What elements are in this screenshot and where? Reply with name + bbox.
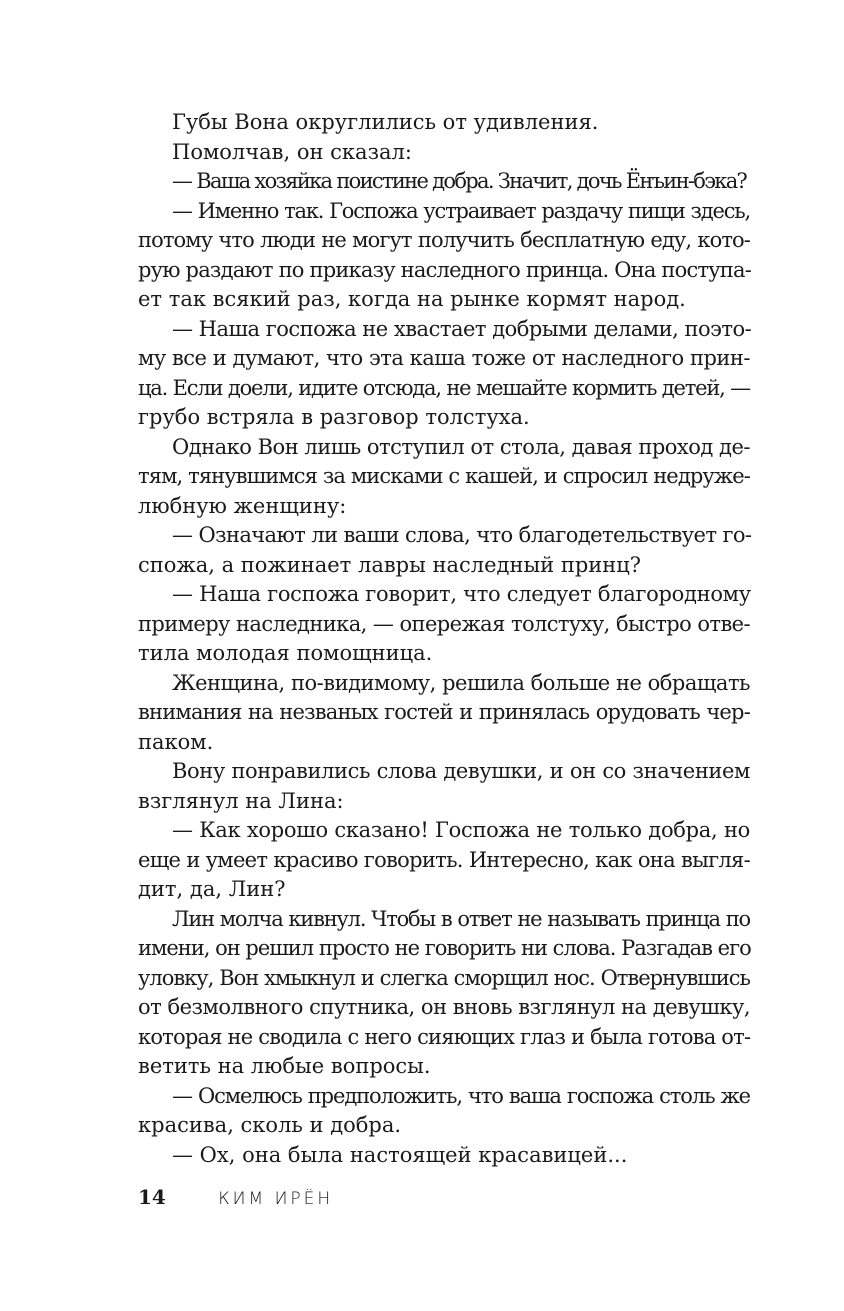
text-line: рую раздают по приказу наследного принца. Она поступа- bbox=[138, 257, 752, 282]
text-line: Однако Вон лишь отступил от стола, давая проход де- bbox=[172, 434, 750, 459]
text-line: тила молодая помощница. bbox=[138, 641, 433, 665]
text-line: Женщина, по-видимому, решила больше не обращать bbox=[172, 670, 750, 695]
page-number: 14 bbox=[138, 1185, 166, 1209]
text-line: ца. Если доели, идите отсюда, не мешайте кормить детей, — bbox=[138, 375, 750, 400]
text-line: Губы Вона округлились от удивления. bbox=[172, 110, 599, 134]
text-line: грубо встряла в разговор толстуха. bbox=[138, 405, 530, 429]
text-line: Помолчав, он сказал: bbox=[172, 139, 412, 164]
author-name: КИМ ИРЁН bbox=[218, 1189, 334, 1209]
text-line: спожа, а пожинает лавры наследный принц? bbox=[138, 552, 642, 577]
text-line: тям, тянувшимся за мисками с кашей, и спросил недруже- bbox=[138, 464, 750, 488]
text-line: — Осмелюсь предположить, что ваша госпожа столь же bbox=[172, 1083, 750, 1108]
text-line: потому что люди не могут получить бесплатную еду, кото- bbox=[138, 228, 750, 252]
text-line: ветить на любые вопросы. bbox=[138, 1054, 431, 1078]
text-line: внимания на незваных гостей и принялась орудовать чер- bbox=[138, 700, 750, 724]
page-footer bbox=[138, 1182, 333, 1212]
text-line: — Означают ли ваши слова, что благодетельствует го- bbox=[172, 523, 752, 547]
text-line: Лин молча кивнул. Чтобы в ответ не называть принца по bbox=[172, 906, 750, 931]
text-line: — Как хорошо сказано! Госпожа не только добра, но bbox=[172, 818, 750, 842]
text-line: — Именно так. Госпожа устраивает раздачу пищи здесь, bbox=[172, 198, 750, 223]
text-line: еще и умеет красиво говорить. Интересно, как она выгля- bbox=[138, 847, 750, 872]
text-line: от безмолвного спутника, он вновь взглянул на девушку, bbox=[138, 995, 750, 1019]
text-line: — Ваша хозяйка поистине добра. Значит, дочь Ёнъин-бэка? bbox=[172, 169, 747, 193]
text-line: которая не сводила с него сияющих глаз и была готова от- bbox=[138, 1024, 751, 1049]
text-line: взглянул на Лина: bbox=[138, 788, 344, 813]
text-line: му все и думают, что эта каша тоже от наследного прин- bbox=[138, 346, 750, 370]
text-line: красива, сколь и добра. bbox=[138, 1113, 402, 1137]
text-line: паком. bbox=[138, 729, 214, 754]
text-line: уловку, Вон хмыкнул и слегка сморщил нос. Отвернувшись bbox=[138, 965, 750, 990]
text-line: — Наша госпожа говорит, что следует благородному bbox=[172, 582, 751, 606]
text-line: имени, он решил просто не говорить ни слова. Разгадав его bbox=[138, 936, 751, 960]
text-line: — Ох, она была настоящей красавицей... bbox=[172, 1142, 628, 1167]
text-line: ет так всякий раз, когда на рынке кормят народ. bbox=[138, 287, 686, 311]
text-line: примеру наследника, — опережая толстуху, быстро отве- bbox=[138, 611, 750, 636]
page-body bbox=[138, 108, 750, 1170]
text-line: дит, да, Лин? bbox=[138, 877, 286, 901]
text-line: — Наша госпожа не хвастает добрыми делами, поэто- bbox=[172, 316, 752, 341]
text-line: Вону понравились слова девушки, и он со значением bbox=[172, 759, 750, 783]
text-line: любную женщину: bbox=[138, 493, 347, 518]
